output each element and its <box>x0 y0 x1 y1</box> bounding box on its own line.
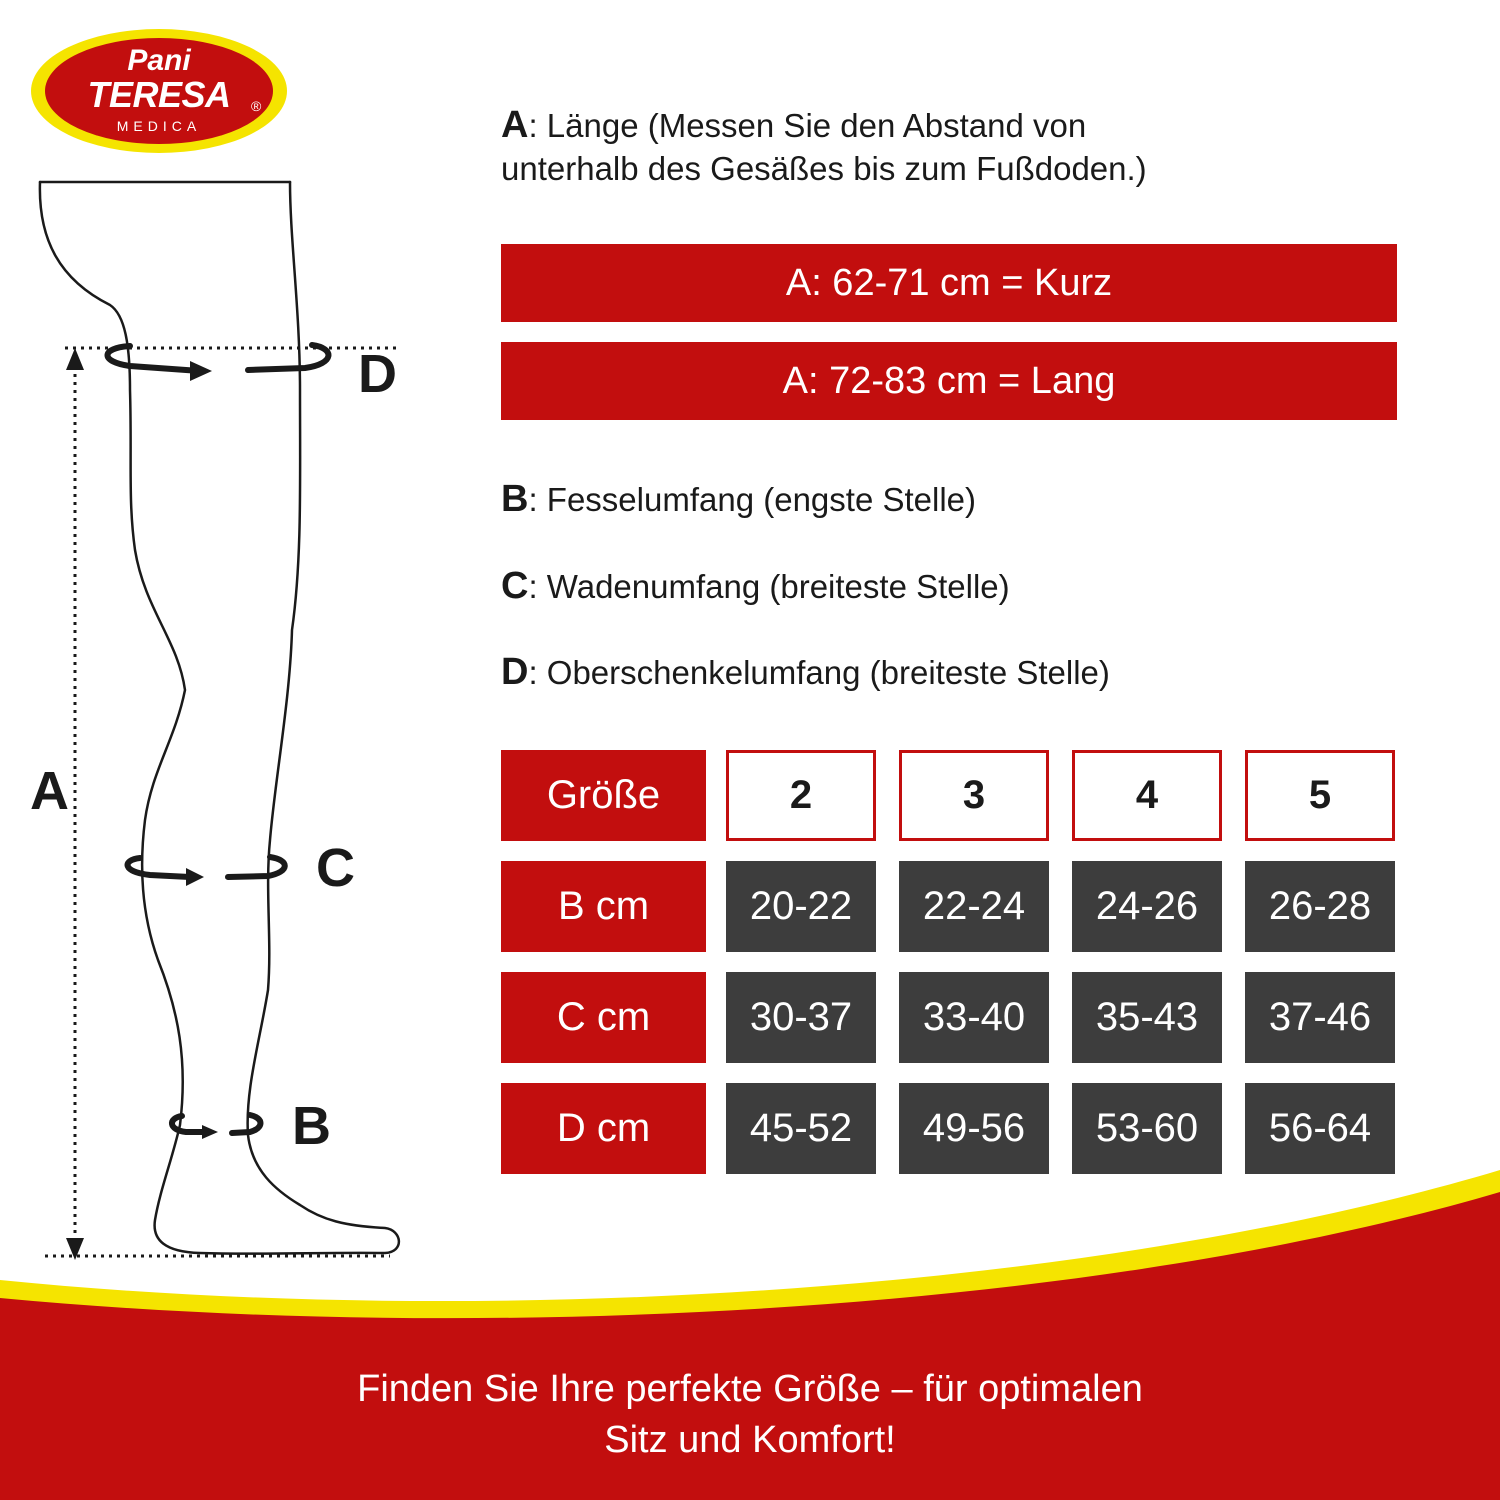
footer-tagline <box>0 1364 1500 1466</box>
row-c-label: C cm <box>501 972 706 1063</box>
table-cell: 53-60 <box>1072 1083 1222 1174</box>
leg-diagram <box>0 160 480 1280</box>
logo-subtitle: MEDICA <box>116 118 202 134</box>
label-b: B <box>292 1096 331 1156</box>
table-cell: 22-24 <box>899 861 1049 952</box>
size-header-4: 4 <box>1072 750 1222 841</box>
logo-registered-mark: ® <box>251 98 262 114</box>
table-cell: 24-26 <box>1072 861 1222 952</box>
measure-d-description <box>501 651 1110 694</box>
table-cell: 20-22 <box>726 861 876 952</box>
measure-b-description <box>501 478 976 521</box>
leg-outline-icon <box>0 160 480 1280</box>
table-cell: 45-52 <box>726 1083 876 1174</box>
footer-line-2: Sitz und Komfort! <box>604 1419 896 1461</box>
length-short-banner: A: 62-71 cm = Kurz <box>501 244 1397 322</box>
table-cell: 35-43 <box>1072 972 1222 1063</box>
measure-b-key: B <box>501 478 529 520</box>
logo-name: TERESA <box>87 74 231 115</box>
table-cell: 37-46 <box>1245 972 1395 1063</box>
length-long-banner: A: 72-83 cm = Lang <box>501 342 1397 420</box>
row-b-label: B cm <box>501 861 706 952</box>
measure-a-key: A <box>501 104 529 146</box>
label-d: D <box>358 344 397 404</box>
size-header-label: Größe <box>501 750 706 841</box>
size-header-5: 5 <box>1245 750 1395 841</box>
measure-d-text: : Oberschenkelumfang (breiteste Stelle) <box>528 654 1110 691</box>
table-cell: 26-28 <box>1245 861 1395 952</box>
table-cell: 49-56 <box>899 1083 1049 1174</box>
table-cell: 33-40 <box>899 972 1049 1063</box>
table-cell: 56-64 <box>1245 1083 1395 1174</box>
footer-line-1: Finden Sie Ihre perfekte Größe – für optimalen <box>357 1368 1143 1410</box>
brand-logo <box>30 28 288 154</box>
measure-d-key: D <box>501 651 529 693</box>
measure-a-text-2: unterhalb des Gesäßes bis zum Fußdoden.) <box>501 150 1147 187</box>
row-d-label: D cm <box>501 1083 706 1174</box>
measure-c-text: : Wadenumfang (breiteste Stelle) <box>528 568 1010 605</box>
size-header-2: 2 <box>726 750 876 841</box>
label-a: A <box>30 761 69 821</box>
measure-c-key: C <box>501 565 529 607</box>
measure-c-description <box>501 565 1010 608</box>
label-c: C <box>316 838 355 898</box>
measure-a-text: : Länge (Messen Sie den Abstand von <box>528 107 1087 144</box>
logo-brand: Pani <box>127 44 191 77</box>
table-cell: 30-37 <box>726 972 876 1063</box>
size-header-3: 3 <box>899 750 1049 841</box>
measure-a-description <box>501 104 1147 190</box>
measure-b-text: : Fesselumfang (engste Stelle) <box>528 481 976 518</box>
